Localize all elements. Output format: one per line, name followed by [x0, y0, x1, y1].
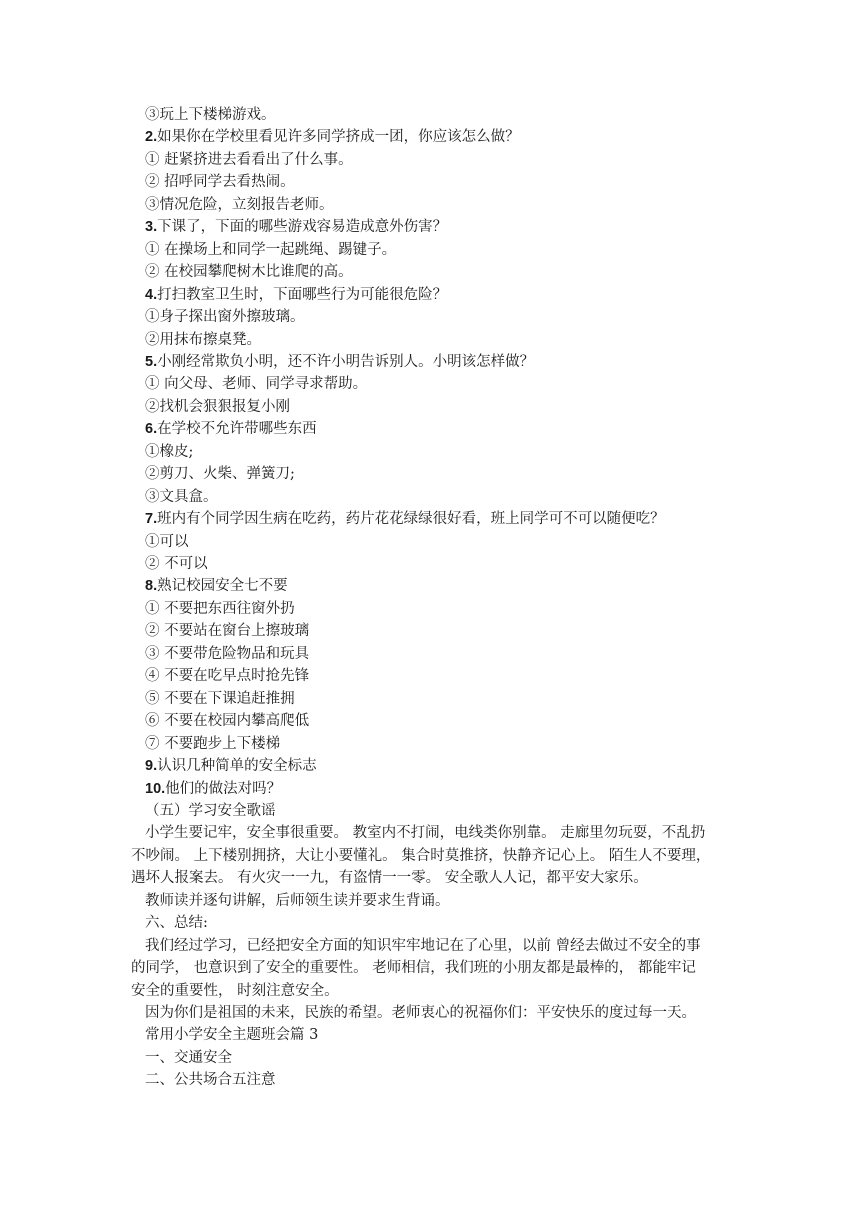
line-text: 安全的重要性， 时刻注意安全。: [131, 982, 339, 999]
paragraph-line: [131, 912, 711, 934]
line-text: ④ 不要在吃早点时抢先锋: [145, 668, 310, 685]
list-item: [145, 665, 725, 687]
line-text: ②用抹布擦桌凳。: [145, 331, 261, 348]
line-text: 教师读并逐句讲解，后师领生读并要求生背诵。: [145, 892, 450, 909]
paragraph-continuation: [131, 957, 711, 979]
line-text: ③情况危险，立刻报告老师。: [145, 196, 334, 213]
line-text: ② 不可以: [145, 556, 208, 572]
question-number: 2.: [145, 129, 158, 146]
list-item: [145, 194, 725, 216]
line-text: ③ 不要带危险物品和玩具: [145, 645, 310, 662]
paragraph-line: [131, 890, 711, 912]
line-text: 六、总结:: [145, 915, 208, 932]
line-text: 如果你在学校里看见许多同学挤成一团，你应该怎么做？: [157, 129, 520, 146]
list-item: [145, 733, 725, 755]
line-text: ② 在校园攀爬树木比谁爬的高。: [145, 264, 353, 281]
line-text: ③玩上下楼梯游戏。: [145, 107, 276, 123]
question-number: 8.: [145, 578, 158, 595]
question-heading: [145, 418, 725, 440]
line-text: ② 不要站在窗台上擦玻璃: [145, 623, 310, 640]
list-item: [145, 553, 725, 575]
line-text: 小刚经常欺负小明，还不许小明告诉别人。小明该怎样做？: [157, 353, 535, 370]
line-text: ① 向父母、老师、同学寻求帮助。: [145, 376, 368, 393]
line-text: ⑤ 不要在下课追赶推拥: [145, 690, 295, 707]
line-text: 不吵闹。 上下楼别拥挤，大让小要懂礼。 集合时莫推挤，快静齐记心上。 陌生人不要理，: [131, 847, 711, 864]
paragraph-continuation: [131, 867, 711, 889]
line-text: 常用小学安全主题班会篇 3: [145, 1027, 319, 1044]
question-heading: [145, 284, 725, 306]
line-text: 我们经过学习，已经把安全方面的知识牢牢地记在了心里，以前 曾经去做过不安全的事: [145, 937, 701, 954]
question-number: 4.: [145, 286, 158, 303]
list-item: [145, 149, 725, 171]
paragraph-line: [131, 935, 711, 957]
list-item: [145, 396, 725, 418]
list-item: [145, 306, 725, 328]
paragraph-continuation: [131, 845, 711, 867]
line-text: 他们的做法对吗？: [165, 780, 282, 797]
list-item: [145, 441, 725, 463]
question-heading: [145, 575, 725, 597]
list-item: [145, 688, 725, 710]
line-text: ①可以: [145, 533, 189, 550]
list-item: [145, 104, 725, 126]
line-text: 一、交通安全: [145, 1049, 232, 1066]
question-heading: [145, 508, 725, 530]
question-number: 5.: [145, 353, 158, 370]
list-item: [145, 620, 725, 642]
line-text: ② 招呼同学去看热闹。: [145, 174, 295, 191]
line-text: ②找机会狠狠报复小刚: [145, 398, 290, 415]
question-number: 10.: [145, 780, 166, 797]
question-heading: [145, 755, 725, 777]
paragraph-line: [131, 1047, 711, 1069]
line-text: 认识几种简单的安全标志: [157, 758, 317, 775]
list-item: [145, 486, 725, 508]
line-text: 小学生要记牢，安全事很重要。 教室内不打闹，电线类你别靠。 走廊里勿玩耍，不乱扔: [145, 825, 706, 842]
line-text: ①身子探出窗外擦玻璃。: [145, 309, 305, 326]
line-text: 的同学， 也意识到了安全的重要性。 老师相信，我们班的小朋友都是最棒的， 都能牢记: [131, 960, 696, 977]
question-heading: [145, 126, 725, 148]
list-item: [145, 261, 725, 283]
line-text: ①橡皮;: [145, 443, 194, 460]
list-item: [145, 373, 725, 395]
line-text: ⑦ 不要跑步上下楼梯: [145, 735, 281, 752]
line-text: 班内有个同学因生病在吃药，药片花花绿绿很好看，班上同学可不可以随便吃？: [157, 511, 665, 528]
paragraph-line: [131, 822, 711, 844]
list-item: [145, 800, 725, 822]
question-heading: [145, 778, 725, 800]
paragraph-continuation: [131, 980, 711, 1002]
line-text: 遇坏人报案去。 有火灾一一九，有盗情一一零。 安全歌人人记，都平安大家乐。: [131, 870, 648, 887]
line-text: ③文具盒。: [145, 488, 218, 505]
list-item: [145, 598, 725, 620]
list-item: [145, 643, 725, 665]
question-number: 9.: [145, 758, 158, 775]
line-text: ① 在操场上和同学一起跳绳、踢键子。: [145, 241, 397, 258]
question-heading: [145, 216, 725, 238]
list-item: [145, 531, 725, 553]
line-text: ⑥ 不要在校园内攀高爬低: [145, 713, 310, 730]
question-number: 7.: [145, 511, 158, 528]
question-number: 3.: [145, 219, 158, 236]
line-text: ① 不要把东西往窗外扔: [145, 600, 295, 617]
line-text: 打扫教室卫生时，下面哪些行为可能很危险？: [157, 286, 448, 303]
list-item: [145, 329, 725, 351]
line-text: ① 赶紧挤进去看看出了什么事。: [145, 151, 353, 168]
paragraph-line: [131, 1024, 711, 1046]
line-text: ②剪刀、火柴、弹簧刀;: [145, 466, 295, 483]
paragraph-line: [131, 1069, 711, 1091]
paragraph-line: [131, 1002, 711, 1024]
line-text: 在学校不允许带哪些东西: [157, 421, 317, 438]
question-number: 6.: [145, 421, 158, 438]
line-text: （五）学习安全歌谣: [145, 802, 276, 819]
list-item: [145, 239, 725, 261]
list-item: [145, 710, 725, 732]
line-text: 因为你们是祖国的未来，民族的希望。老师衷心的祝福你们：平安快乐的度过每一天。: [145, 1005, 696, 1021]
question-heading: [145, 351, 725, 373]
line-text: 二、公共场合五注意: [145, 1072, 276, 1089]
list-item: [145, 463, 725, 485]
line-text: 下课了，下面的哪些游戏容易造成意外伤害？: [157, 219, 448, 236]
list-item: [145, 171, 725, 193]
line-text: 熟记校园安全七不要: [157, 578, 288, 595]
